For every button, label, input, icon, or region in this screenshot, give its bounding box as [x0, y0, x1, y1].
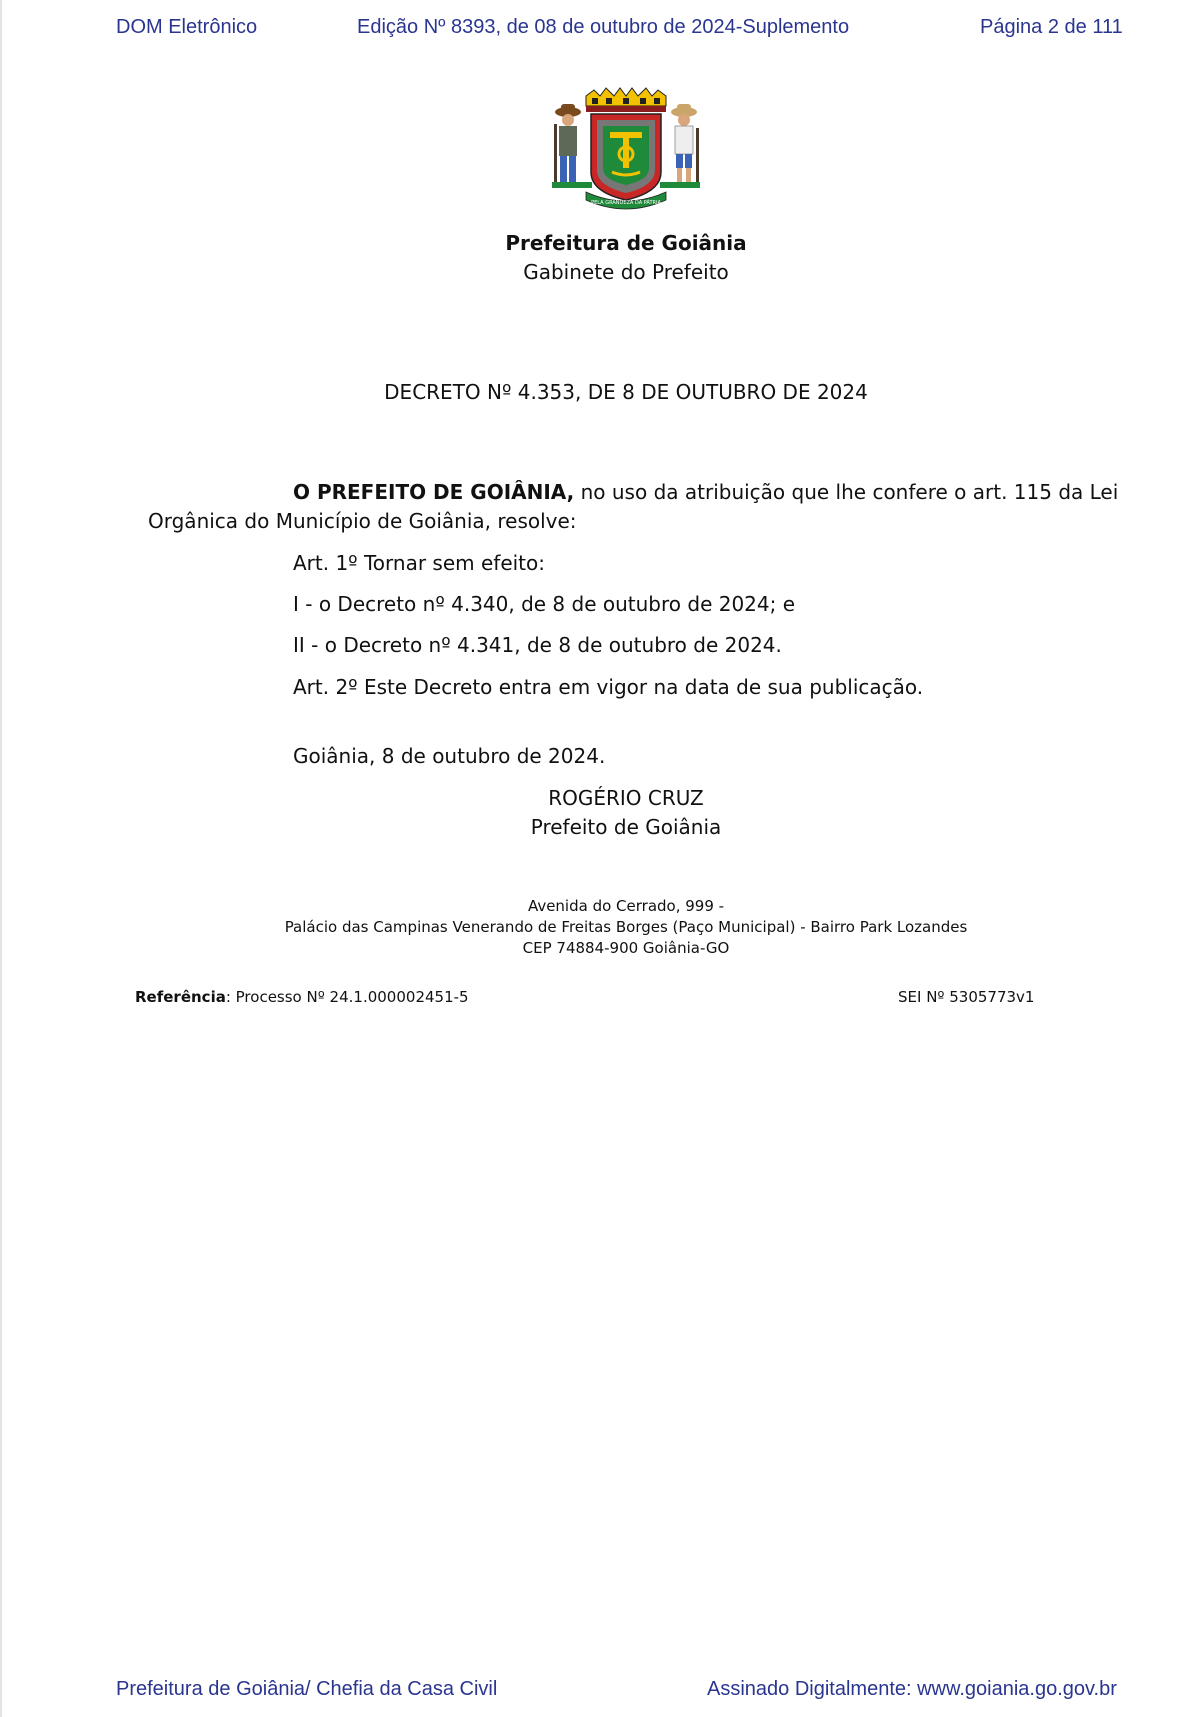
signer-name: ROGÉRIO CRUZ — [548, 786, 704, 810]
preamble-bold: O PREFEITO DE GOIÂNIA, — [293, 480, 575, 504]
right-figure-icon — [671, 104, 699, 182]
institution-name: Prefeitura de Goiânia — [505, 231, 747, 255]
header-page-number: Página 2 de 111 — [980, 16, 1123, 38]
reference-process — [135, 988, 469, 1006]
preamble-line-1 — [293, 480, 1118, 504]
address-line-2: Palácio das Campinas Venerando de Freitas Borges (Paço Municipal) - Bairro Park Lozandes — [284, 918, 968, 936]
department-name: Gabinete do Prefeito — [523, 260, 729, 284]
sei-number: SEI Nº 5305773v1 — [898, 988, 1035, 1006]
coat-of-arms-logo — [546, 84, 706, 214]
article-1-item-1: I - o Decreto nº 4.340, de 8 de outubro de 2024; e — [293, 592, 796, 616]
reference-label: Referência — [135, 988, 226, 1006]
article-1-item-2: II - o Decreto nº 4.341, de 8 de outubro de 2024. — [293, 633, 782, 657]
crest-motto: PELA GRANDEZA DA PÁTRIA — [591, 200, 661, 206]
header-edition: Edição Nº 8393, de 08 de outubro de 2024-Suplemento — [357, 16, 850, 38]
article-2: Art. 2º Este Decreto entra em vigor na data de sua publicação. — [293, 675, 924, 699]
left-figure-icon — [554, 104, 581, 184]
crown-icon — [586, 88, 666, 112]
footer-left: Prefeitura de Goiânia/ Chefia da Casa Civil — [116, 1678, 498, 1700]
address-line-1: Avenida do Cerrado, 999 - — [527, 897, 725, 915]
preamble-rest: no uso da atribuição que lhe confere o art. 115 da Lei — [574, 480, 1119, 504]
article-1: Art. 1º Tornar sem efeito: — [293, 551, 545, 575]
decree-title: DECRETO Nº 4.353, DE 8 DE OUTUBRO DE 2024 — [384, 380, 868, 404]
footer-right: Assinado Digitalmente: www.goiania.go.gov.br — [707, 1678, 1117, 1700]
header-publication-name: DOM Eletrônico — [116, 16, 258, 38]
page-edge — [0, 0, 2, 1717]
reference-value: : Processo Nº 24.1.000002451-5 — [225, 988, 469, 1006]
shield-icon — [591, 114, 661, 200]
preamble-line-2: Orgânica do Município de Goiânia, resolve: — [148, 509, 577, 533]
place-date: Goiânia, 8 de outubro de 2024. — [293, 744, 606, 768]
address-line-3: CEP 74884-900 Goiânia-GO — [522, 939, 730, 957]
signer-title: Prefeito de Goiânia — [530, 815, 722, 839]
